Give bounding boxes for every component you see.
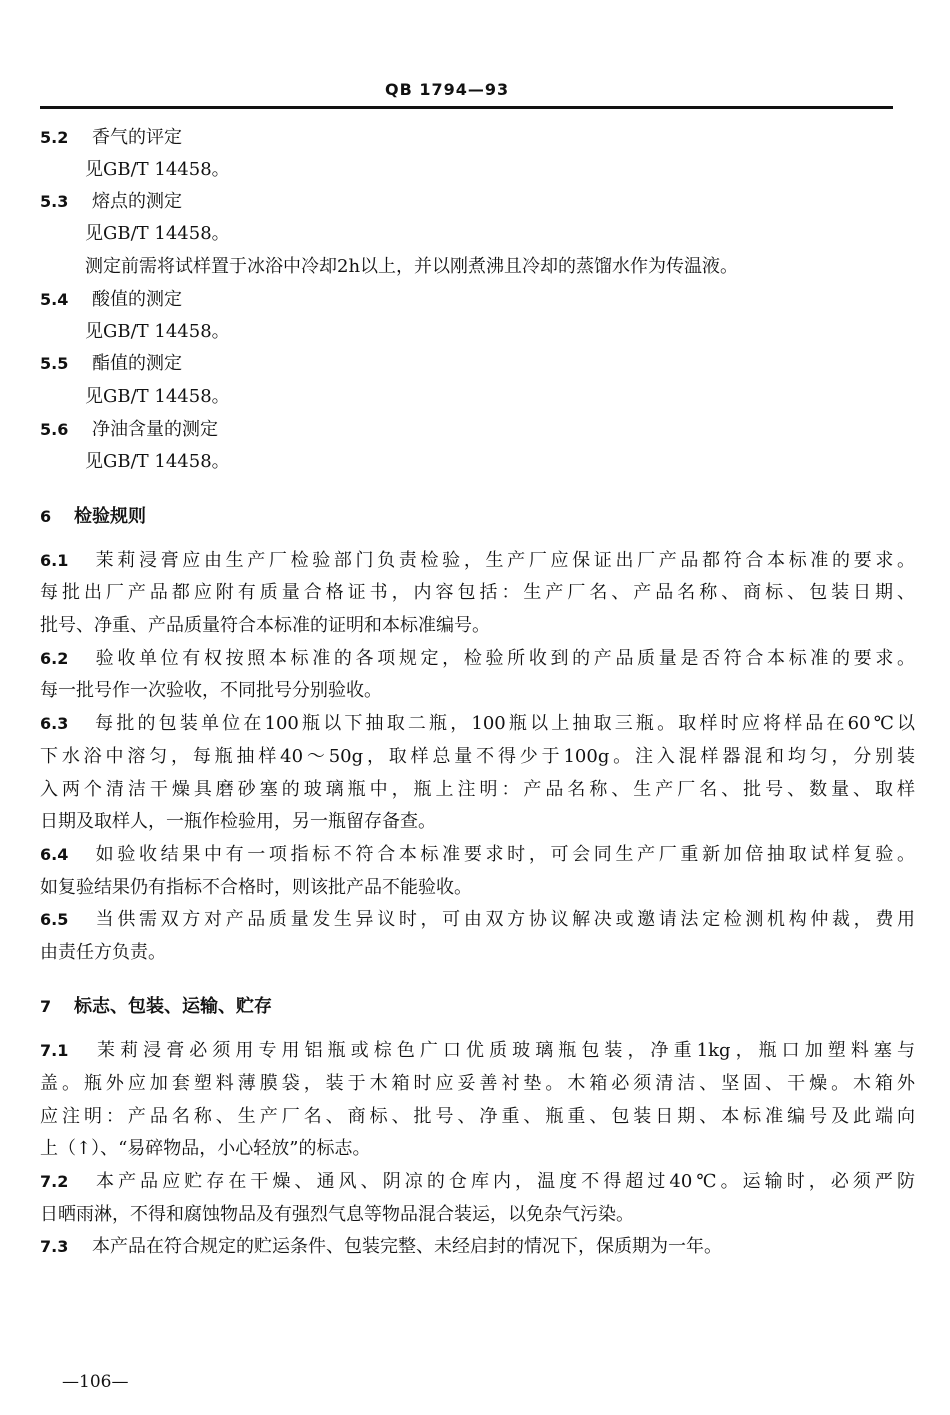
clause-number: 5.5: [40, 354, 69, 373]
clause-5-3-heading: [40, 186, 920, 218]
clause-title: 酸值的测定: [92, 289, 182, 310]
standard-code: QB 1794—93: [385, 80, 510, 99]
clause-number: 5.4: [40, 290, 69, 309]
clause-7-1-line-2: 盖。瓶外应加套塑料薄膜袋，装于木箱时应妥善衬垫。木箱必须清洁、坚固、干燥。木箱外: [40, 1073, 915, 1094]
clause-number: 6.5: [40, 910, 69, 929]
section-number: 7: [40, 997, 52, 1016]
clause-6-4-line-2: 如复验结果仍有指标不合格时，则该批产品不能验收。: [40, 877, 472, 898]
clause-number: 6.3: [40, 714, 69, 733]
clause-6-1-line-3: 批号、净重、产品质量符合本标准的证明和本标准编号。: [40, 615, 490, 636]
clause-7-1-line-4: 上（↑）、“易碎物品，小心轻放”的标志。: [40, 1138, 371, 1159]
clause-5-6-heading: [40, 414, 920, 446]
clause-6-5-line-1: [40, 904, 915, 936]
section-7-heading: [40, 991, 920, 1023]
clause-number: 7.3: [40, 1237, 69, 1256]
clause-title: 香气的评定: [92, 127, 182, 148]
clause-6-1-line-1: [40, 545, 915, 577]
clause-title: 熔点的测定: [92, 191, 182, 212]
clause-5-4-ref: 见GB/T 14458。: [85, 321, 230, 342]
clause-number: 5.2: [40, 128, 69, 147]
clause-6-4-line-1: [40, 839, 915, 871]
clause-5-2-ref: 见GB/T 14458。: [85, 159, 230, 180]
clause-number: 6.2: [40, 649, 69, 668]
clause-5-2-heading: [40, 122, 920, 154]
clause-5-3-note: 测定前需将试样置于冰浴中冷却2h以上，并以刚煮沸且冷却的蒸馏水作为传温液。: [85, 256, 739, 277]
paragraph-text: 茉莉浸膏应由生产厂检验部门负责检验，生产厂应保证出厂产品都符合本标准的要求。: [92, 550, 915, 571]
clause-7-1-line-1: [40, 1035, 915, 1067]
clause-6-3-line-2: 下水浴中溶匀，每瓶抽样40～50g，取样总量不得少于100g。注入混样器混和均匀，分别装: [40, 746, 915, 767]
paragraph-text: 验收单位有权按照本标准的各项规定，检验所收到的产品质量是否符合本标准的要求。: [92, 648, 915, 669]
clause-title: 酯值的测定: [92, 353, 182, 374]
clause-title: 净油含量的测定: [92, 419, 218, 440]
clause-6-2-line-2: 每一批号作一次验收，不同批号分别验收。: [40, 680, 382, 701]
clause-number: 7.1: [40, 1041, 69, 1060]
clause-6-1-line-2: 每批出厂产品都应附有质量合格证书，内容包括：生产厂名、产品名称、商标、包装日期、: [40, 582, 915, 603]
paragraph-text: 本产品在符合规定的贮运条件、包装完整、未经启封的情况下，保质期为一年。: [92, 1236, 722, 1257]
paragraph-text: 茉莉浸膏必须用专用铝瓶或棕色广口优质玻璃瓶包装，净重1kg，瓶口加塑料塞与: [92, 1040, 915, 1061]
section-number: 6: [40, 507, 52, 526]
clause-number: 5.6: [40, 420, 69, 439]
clause-5-5-heading: [40, 348, 920, 380]
clause-number: 7.2: [40, 1172, 69, 1191]
clause-6-5-line-2: 由责任方负责。: [40, 942, 166, 963]
clause-7-2-line-2: 日晒雨淋，不得和腐蚀物品及有强烈气息等物品混合装运，以免杂气污染。: [40, 1204, 634, 1225]
clause-6-3-line-1: [40, 708, 915, 740]
section-title: 标志、包装、运输、贮存: [74, 996, 272, 1017]
paragraph-text: 当供需双方对产品质量发生异议时，可由双方协议解决或邀请法定检测机构仲裁，费用: [92, 909, 915, 930]
clause-5-6-ref: 见GB/T 14458。: [85, 451, 230, 472]
clause-number: 6.4: [40, 845, 69, 864]
paragraph-text: 本产品应贮存在干燥、通风、阴凉的仓库内，温度不得超过40℃。运输时，必须严防: [92, 1171, 915, 1192]
paragraph-text: 每批的包装单位在100瓶以下抽取二瓶，100瓶以上抽取三瓶。取样时应将样品在60℃以: [92, 713, 915, 734]
clause-5-4-heading: [40, 284, 920, 316]
page-number: —106—: [62, 1372, 129, 1392]
header-rule: [40, 106, 893, 109]
clause-6-2-line-1: [40, 643, 915, 675]
clause-7-1-line-3: 应注明：产品名称、生产厂名、商标、批号、净重、瓶重、包装日期、本标准编号及此端向: [40, 1106, 915, 1127]
clause-7-3-line-1: [40, 1231, 920, 1263]
clause-number: 5.3: [40, 192, 69, 211]
clause-7-2-line-1: [40, 1166, 915, 1198]
clause-number: 6.1: [40, 551, 69, 570]
paragraph-text: 如验收结果中有一项指标不符合本标准要求时，可会同生产厂重新加倍抽取试样复验。: [92, 844, 915, 865]
clause-5-3-ref: 见GB/T 14458。: [85, 223, 230, 244]
clause-6-3-line-4: 日期及取样人，一瓶作检验用，另一瓶留存备查。: [40, 811, 436, 832]
section-6-heading: [40, 501, 920, 533]
section-title: 检验规则: [74, 506, 146, 527]
clause-5-5-ref: 见GB/T 14458。: [85, 386, 230, 407]
clause-6-3-line-3: 入两个清洁干燥具磨砂塞的玻璃瓶中，瓶上注明：产品名称、生产厂名、批号、数量、取样: [40, 779, 915, 800]
